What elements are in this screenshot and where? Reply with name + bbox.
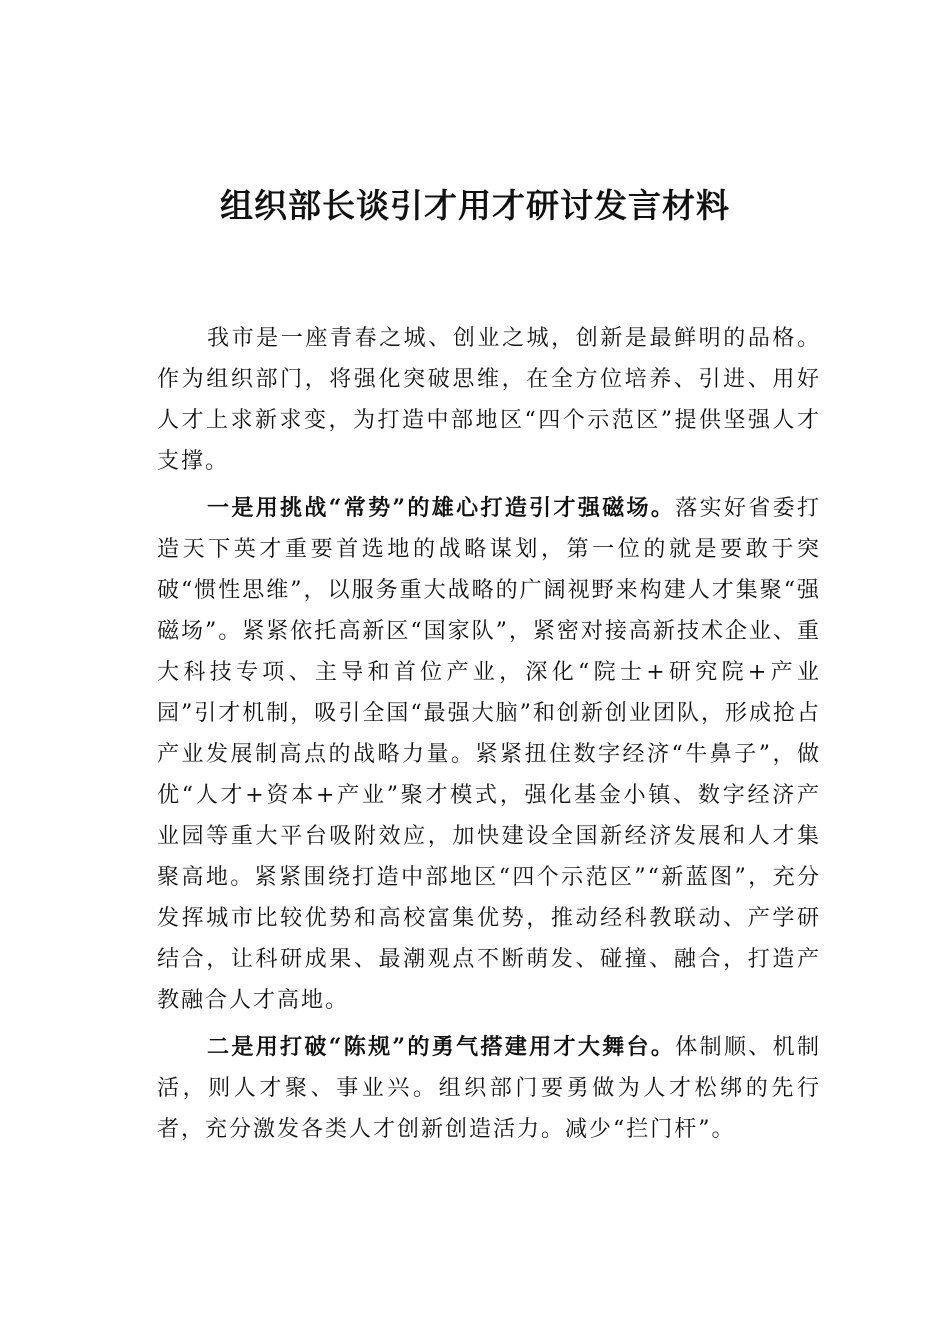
paragraph-text: 落实好省委打造天下英才重要首选地的战略谋划，第一位的就是要敢于突破“惯性思维”，以服务重大战略的广阔视野来构建人才集聚“强磁场”。紧紧依托高新区“国家队”，紧密对接高新技术企业、重大科技专项、主导和首位产业，深化“院士+研究院+产业园”引才机制，吸引全国“最强大脑”和创新创业团队，形成抢占产业发展制高点的战略力量。紧紧扭住数字经济“牛鼻子”，做优“人才+资本+产业”聚才模式，强化基金小镇、数字经济产业园等重大平台吸附效应，加快建设全国新经济发展和人才集聚高地。紧紧围绕打造中部地区“四个示范区”“新蓝图”，充分发挥城市比较优势和高校富集优势，推动经科教联动、产学研结合，让科研成果、最潮观点不断萌发、碰撞、融合，打造产教融合人才高地。: [157, 496, 821, 1013]
paragraph-lead: 一是用挑战“常势”的雄心打造引才强磁场。: [207, 495, 676, 521]
paragraph-intro: [157, 318, 821, 482]
paragraph-lead: 二是用打破“陈规”的勇气搭建用才大舞台。: [207, 1034, 676, 1060]
paragraph-text: 我市是一座青春之城、创业之城，创新是最鲜明的品格。作为组织部门，将强化突破思维，在全方位培养、引进、用好人才上求新求变，为打造中部地区“四个示范区”提供坚强人才支撑。: [157, 326, 821, 474]
paragraph-text: 体制顺、机制活，则人才聚、事业兴。组织部门要勇做为人才松绑的先行者，充分激发各类人才创新创造活力。减少“拦门杆”。: [157, 1035, 821, 1142]
document-body: [157, 318, 821, 1156]
paragraph-two: [157, 1027, 821, 1150]
paragraph-one: [157, 488, 821, 1021]
document-title: 组织部长谈引才用才研讨发言材料: [220, 186, 730, 225]
